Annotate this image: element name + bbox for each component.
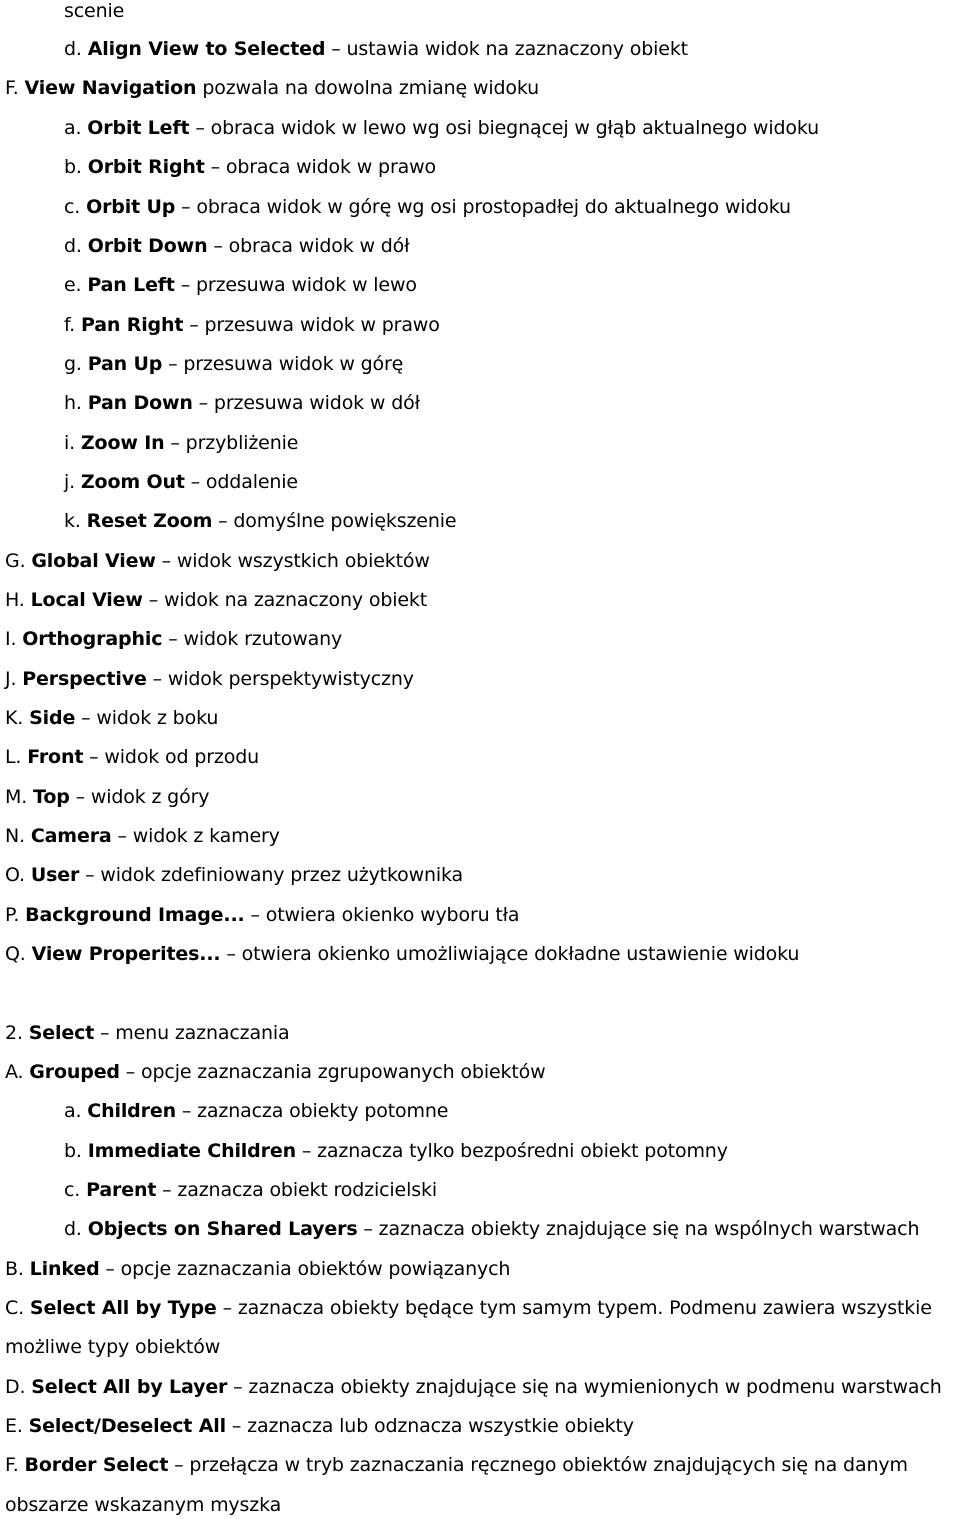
list-marker: G. — [5, 550, 26, 572]
menu-term: Zoow In — [80, 432, 165, 454]
term-description: pozwala na dowolna zmianę widoku — [202, 77, 540, 99]
list-marker: g. — [64, 353, 82, 375]
list-marker: i. — [64, 432, 76, 454]
list-marker: K. — [5, 707, 24, 729]
list-marker: F. — [5, 77, 19, 99]
menu-term: Top — [33, 786, 70, 808]
dash-separator: – — [233, 1376, 243, 1398]
dash-separator: – — [222, 1297, 232, 1319]
dash-separator: – — [81, 707, 91, 729]
term-description: opcje zaznaczania zgrupowanych obiektów — [141, 1061, 546, 1083]
term-description: zaznacza lub odznacza wszystkie obiekty — [247, 1415, 634, 1437]
dash-separator: – — [195, 117, 205, 139]
dash-separator: – — [181, 196, 191, 218]
document-line — [5, 904, 519, 926]
menu-term: Align View to Selected — [87, 38, 326, 60]
dash-separator: – — [125, 1061, 136, 1083]
dash-separator: – — [180, 274, 191, 296]
dash-separator: – — [181, 1100, 192, 1122]
term-description: opcje zaznaczania obiektów powiązanych — [120, 1258, 511, 1280]
list-marker: j. — [64, 471, 76, 493]
term-description: oddalenie — [205, 471, 298, 493]
menu-term: Select All by Layer — [31, 1376, 228, 1398]
list-marker: d. — [64, 1218, 82, 1240]
list-marker: a. — [64, 1100, 82, 1122]
document-line — [5, 746, 259, 768]
list-marker: N. — [5, 825, 25, 847]
term-description: przybliżenie — [185, 432, 299, 454]
list-marker: J. — [5, 668, 17, 690]
term-description: przesuwa widok w prawo — [204, 314, 440, 336]
document-line — [5, 77, 539, 99]
list-marker: b. — [64, 1140, 82, 1162]
list-marker: d. — [64, 38, 82, 60]
list-marker: F. — [5, 1454, 19, 1476]
document-line — [5, 1376, 942, 1398]
document-line — [5, 589, 427, 611]
menu-term: Objects on Shared Layers — [87, 1218, 358, 1240]
menu-term: Background Image... — [25, 904, 245, 926]
menu-term: Border Select — [24, 1454, 169, 1476]
document-line — [5, 1415, 634, 1437]
list-marker: 2. — [5, 1022, 23, 1044]
menu-term: User — [30, 864, 80, 886]
document-line — [5, 943, 799, 965]
document-line — [64, 1179, 437, 1201]
term-description: obraca widok w lewo wg osi biegnącej w głąb aktualnego widoku — [210, 117, 819, 139]
document-line — [64, 471, 298, 493]
menu-term: Front — [27, 746, 84, 768]
menu-term: Parent — [86, 1179, 157, 1201]
menu-term: Pan Down — [87, 392, 193, 414]
menu-term: Select All by Type — [29, 1297, 217, 1319]
menu-term: Orbit Right — [87, 156, 205, 178]
menu-term: Immediate Children — [87, 1140, 296, 1162]
menu-term: View Properites... — [31, 943, 221, 965]
list-marker: c. — [64, 196, 81, 218]
document-line — [64, 38, 688, 60]
menu-term: Side — [29, 707, 76, 729]
list-marker: c. — [64, 1179, 81, 1201]
list-marker: d. — [64, 235, 82, 257]
term-description: obszarze wskazanym myszka — [5, 1494, 282, 1516]
list-marker: k. — [64, 510, 81, 532]
list-marker: H. — [5, 589, 25, 611]
dash-separator: – — [75, 786, 85, 808]
document-line — [64, 0, 124, 22]
term-description: widok od przodu — [104, 746, 259, 768]
term-description: widok zdefiniowany przez użytkownika — [100, 864, 464, 886]
document-line — [5, 668, 414, 690]
dash-separator: – — [363, 1218, 373, 1240]
list-marker: O. — [5, 864, 25, 886]
document-line — [64, 235, 409, 257]
term-description: ustawia widok na zaznaczony obiekt — [346, 38, 688, 60]
menu-term: View Navigation — [24, 77, 197, 99]
term-description: widok na zaznaczony obiekt — [163, 589, 428, 611]
document-line — [64, 392, 420, 414]
menu-term: Select/Deselect All — [28, 1415, 226, 1437]
dash-separator: – — [250, 904, 260, 926]
dash-separator: – — [174, 1454, 184, 1476]
document-line — [5, 1258, 510, 1280]
term-description: widok perspektywistyczny — [167, 668, 414, 690]
term-description: przełącza w tryb zaznaczania ręcznego obiektów znajdujących się na danym — [189, 1454, 908, 1476]
list-marker: D. — [5, 1376, 26, 1398]
document-line — [5, 550, 430, 572]
document-line — [64, 196, 791, 218]
dash-separator: – — [301, 1140, 312, 1162]
menu-term: Global View — [31, 550, 156, 572]
list-marker: B. — [5, 1258, 24, 1280]
document-line — [5, 628, 342, 650]
term-description: zaznacza obiekty znajdujące się na wspólnych warstwach — [378, 1218, 920, 1240]
term-description: zaznacza obiekt rodzicielski — [177, 1179, 437, 1201]
dash-separator: – — [190, 471, 201, 493]
list-marker: P. — [5, 904, 20, 926]
dash-separator: – — [189, 314, 199, 336]
dash-separator: – — [168, 628, 178, 650]
term-description: widok wszystkich obiektów — [176, 550, 430, 572]
dash-separator: – — [105, 1258, 115, 1280]
document-line — [64, 432, 298, 454]
term-description: otwiera okienko wyboru tła — [265, 904, 520, 926]
menu-term: Linked — [29, 1258, 100, 1280]
dash-separator: – — [210, 156, 220, 178]
dash-separator: – — [213, 235, 223, 257]
term-description: otwiera okienko umożliwiające dokładne ustawienie widoku — [241, 943, 800, 965]
term-description: przesuwa widok w dół — [213, 392, 420, 414]
menu-term: Perspective — [22, 668, 147, 690]
document-line — [5, 1494, 281, 1516]
dash-separator: – — [170, 432, 180, 454]
list-marker: L. — [5, 746, 22, 768]
list-marker: E. — [5, 1415, 23, 1437]
term-description: przesuwa widok w górę — [183, 353, 404, 375]
term-description: zaznacza tylko bezpośredni obiekt potomny — [317, 1140, 728, 1162]
document-line — [64, 1100, 448, 1122]
term-description: domyślne powiększenie — [233, 510, 457, 532]
menu-term: Orbit Down — [87, 235, 208, 257]
term-description: zaznacza obiekty będące tym samym typem. Podmenu zawiera wszystkie — [237, 1297, 932, 1319]
list-marker: h. — [64, 392, 82, 414]
dash-separator: – — [161, 550, 171, 572]
term-description: menu zaznaczania — [115, 1022, 290, 1044]
menu-term: Grouped — [29, 1061, 120, 1083]
menu-term: Pan Right — [80, 314, 184, 336]
document-line — [64, 1218, 919, 1240]
menu-term: Reset Zoom — [86, 510, 213, 532]
document-line — [64, 510, 456, 532]
document-line — [64, 353, 403, 375]
menu-term: Orbit Up — [86, 196, 176, 218]
dash-separator: – — [117, 825, 127, 847]
list-marker: C. — [5, 1297, 25, 1319]
dash-separator: – — [218, 510, 228, 532]
dash-separator: – — [168, 353, 178, 375]
menu-term: Local View — [30, 589, 143, 611]
list-marker: f. — [64, 314, 76, 336]
dash-separator: – — [89, 746, 99, 768]
menu-term: Pan Up — [87, 353, 163, 375]
menu-term: Orbit Left — [87, 117, 190, 139]
document-line — [5, 1336, 220, 1358]
list-marker: a. — [64, 117, 82, 139]
dash-separator: – — [231, 1415, 242, 1437]
term-description: zaznacza obiekty potomne — [197, 1100, 449, 1122]
menu-term: Camera — [30, 825, 112, 847]
term-description: widok z boku — [96, 707, 219, 729]
document-line — [64, 1140, 728, 1162]
document-line — [5, 707, 218, 729]
document-line — [5, 786, 209, 808]
dash-separator: – — [162, 1179, 172, 1201]
dash-separator: – — [148, 589, 159, 611]
document-line — [5, 1022, 290, 1044]
document-line — [64, 314, 440, 336]
term-description: obraca widok w dół — [228, 235, 410, 257]
dash-separator: – — [226, 943, 236, 965]
document-line — [64, 274, 417, 296]
list-marker: M. — [5, 786, 28, 808]
list-marker: b. — [64, 156, 82, 178]
list-marker: I. — [5, 628, 17, 650]
document-line — [5, 864, 463, 886]
dash-separator: – — [331, 38, 341, 60]
term-description: widok z kamery — [132, 825, 280, 847]
dash-separator: – — [85, 864, 95, 886]
term-description: scenie — [64, 0, 125, 22]
document-line — [5, 1061, 546, 1083]
list-marker: e. — [64, 274, 82, 296]
term-description: obraca widok w górę wg osi prostopadłej do aktualnego widoku — [196, 196, 791, 218]
term-description: przesuwa widok w lewo — [196, 274, 417, 296]
menu-term: Select — [28, 1022, 95, 1044]
term-description: zaznacza obiekty znajdujące się na wymienionych w podmenu warstwach — [248, 1376, 942, 1398]
document-line — [64, 156, 436, 178]
document-line — [5, 1297, 932, 1319]
document-line — [5, 1454, 908, 1476]
menu-term: Zoom Out — [80, 471, 185, 493]
menu-term: Children — [87, 1100, 176, 1122]
list-marker: A. — [5, 1061, 24, 1083]
dash-separator: – — [198, 392, 209, 414]
list-marker: Q. — [5, 943, 26, 965]
term-description: obraca widok w prawo — [225, 156, 436, 178]
menu-term: Pan Left — [87, 274, 175, 296]
dash-separator: – — [152, 668, 162, 690]
term-description: widok rzutowany — [183, 628, 343, 650]
dash-separator: – — [100, 1022, 110, 1044]
document-line — [64, 117, 819, 139]
term-description: możliwe typy obiektów — [5, 1336, 221, 1358]
term-description: widok z góry — [90, 786, 210, 808]
document-line — [5, 825, 280, 847]
menu-term: Orthographic — [22, 628, 163, 650]
